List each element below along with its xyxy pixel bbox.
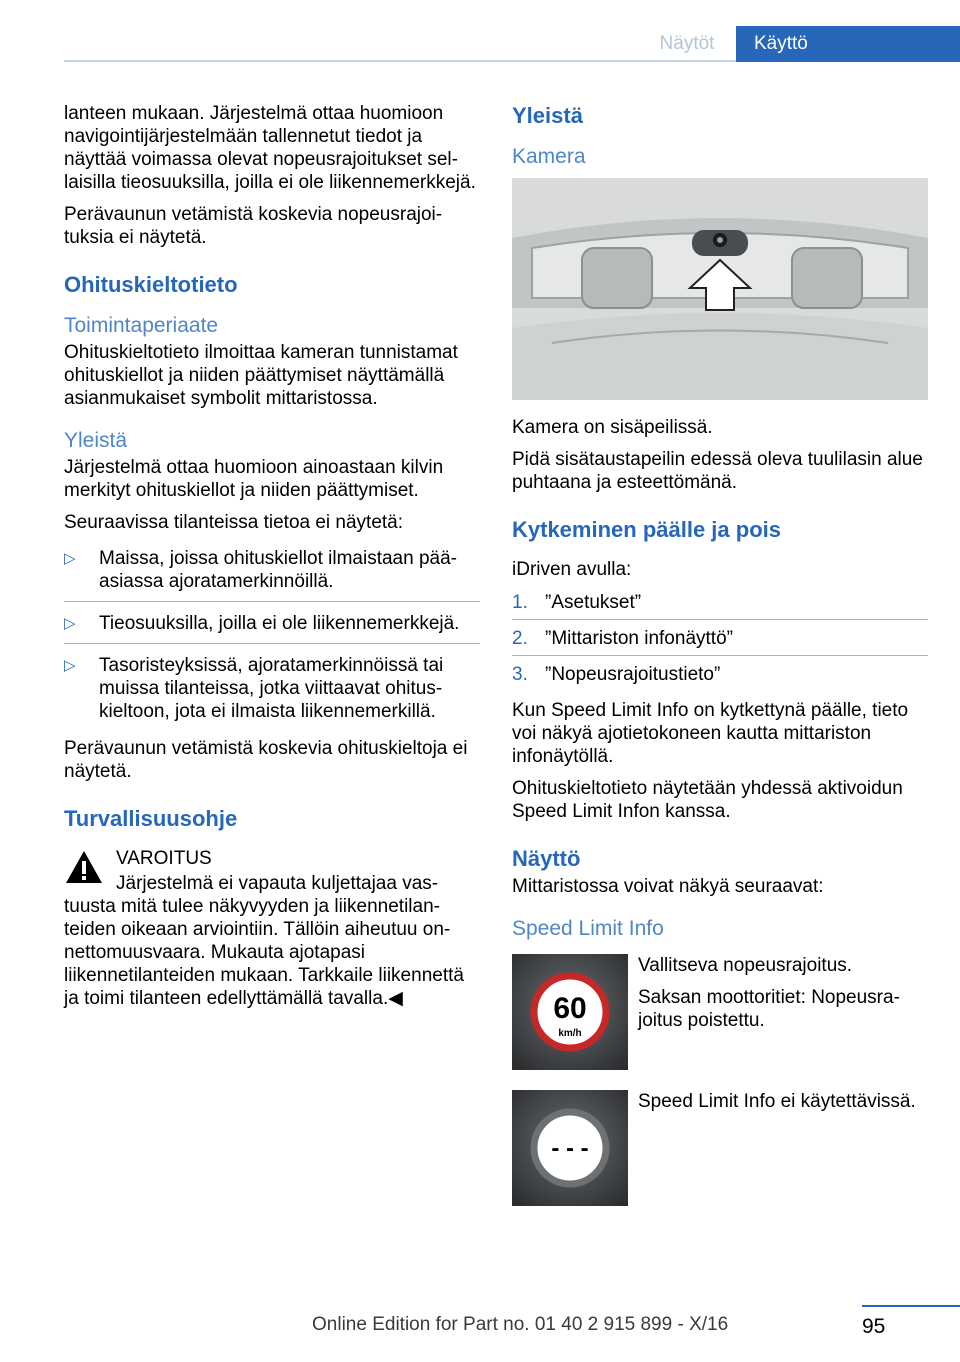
list-item-text: Maissa, joissa ohituskiellot ilmaistaan pääasiassa ajoratamerkinnöillä. <box>99 548 457 592</box>
warning-text: Järjestelmä ei vapauta kuljettajaa vastuusta mitä tulee näkyvyyden ja liikennetilanteiden oikeaan arviointiin. Tällöin aiheutuu onnettomuusvaara. Mukauta ajotapasi liikennetilanteiden mukaan. Tarkkaile liikennettä ja toimi tilanteen edellyttämällä tavalla.◀ <box>64 873 464 1009</box>
step-text: ”Asetukset” <box>545 592 642 613</box>
speed-limit-info-text: Kun Speed Limit Info on kytkettynä päälle, tieto voi näkyä ajotietokoneen kautta mittariston infonäytöllä. <box>512 700 909 767</box>
menu-steps-list <box>512 587 928 691</box>
sign-current-limit-text: Vallitseva nopeusrajoitus. <box>638 955 853 976</box>
list-item <box>64 543 480 602</box>
footer-edition: Online Edition for Part no. 01 40 2 915 899 - X/16 <box>312 1314 729 1335</box>
tab-kaytto[interactable]: Käyttö <box>736 26 960 62</box>
list-item-text: Tieosuuksilla, joilla ei ole liikennemerkkejä. <box>99 613 460 634</box>
naytto-text: Mittaristossa voivat näkyä seuraavat: <box>512 876 824 897</box>
intro-paragraph: lanteen mukaan. Järjestelmä ottaa huomioon navigointijärjestelmään tallennetut tiedot ja näyttää voimassa olevat nopeusrajoitukset sellaisilla tieosuuksilla, joilla ei ole liikennemerkkejä. <box>64 103 476 193</box>
list-item <box>512 587 928 620</box>
situation-list <box>64 543 480 731</box>
heading-kamera: Kamera <box>512 145 586 168</box>
camera-location-illustration <box>512 178 928 400</box>
list-item <box>512 659 928 691</box>
page-number-rule <box>862 1305 960 1307</box>
list-item-text: Tasoristeyksissä, ajoratamerkinnöissä tai muissa tilanteissa, jotka viittaavat ohituskieltoon, jota ei ilmaista liikennemerkillä. <box>99 655 444 722</box>
warning-title: VAROITUS <box>116 848 212 869</box>
triangle-bullet-icon: ▷ <box>64 657 76 674</box>
right-column <box>512 102 928 1226</box>
step-number: 1. <box>512 592 528 613</box>
tab-naytot[interactable]: Näytöt <box>659 33 715 54</box>
step-text: ”Nopeusrajoitustieto” <box>545 664 721 685</box>
heading-turvallisuusohje: Turvallisuusohje <box>64 806 238 831</box>
overtaking-info-text: Ohituskieltotieto näytetään yhdessä aktivoidun Speed Limit Infon kanssa. <box>512 778 903 822</box>
yleista-text-2: Seuraavissa tilanteissa tietoa ei näytetä: <box>64 512 404 533</box>
list-item <box>512 623 928 656</box>
sign-60-value: 60 <box>553 992 587 1025</box>
speed-limit-sign-text <box>638 954 928 1041</box>
triangle-bullet-icon: ▷ <box>64 550 76 567</box>
yleista-text-1: Järjestelmä ottaa huomioon ainoastaan kilvin merkityt ohituskiellot ja niiden päättymiset. <box>64 457 444 501</box>
warning-triangle-icon <box>64 849 104 885</box>
sign-dashes: - - - <box>551 1135 589 1162</box>
heading-yleista-right: Yleistä <box>512 103 583 128</box>
warning-box <box>64 847 480 1010</box>
left-column <box>64 102 480 1019</box>
heading-yleista-left: Yleistä <box>64 429 128 452</box>
speed-limit-unavailable-text <box>638 1090 928 1122</box>
idrive-text: iDriven avulla: <box>512 559 632 580</box>
step-number: 2. <box>512 628 528 649</box>
heading-kytkeminen: Kytkeminen päälle ja pois <box>512 517 781 542</box>
heading-speed-limit-info: Speed Limit Info <box>512 917 664 940</box>
heading-naytto: Näyttö <box>512 846 581 871</box>
sign-60-unit: km/h <box>558 1028 582 1039</box>
heading-toimintaperiaate: Toimintaperiaate <box>64 314 219 337</box>
camera-location-text: Kamera on sisäpeilissä. <box>512 417 713 438</box>
heading-ohituskieltotieto: Ohituskieltotieto <box>64 272 238 297</box>
trailer-overtaking-note: Perävaunun vetämistä koskevia ohituskieltoja ei näytetä. <box>64 738 468 782</box>
speed-limit-unavailable-icon <box>512 1090 628 1206</box>
trailer-note: Perävaunun vetämistä koskevia nopeusrajoituksia ei näytetä. <box>64 204 443 248</box>
list-item <box>64 608 480 644</box>
sign-autobahn-text: Saksan moottoritiet: Nopeusrajoitus poistettu. <box>638 987 900 1031</box>
list-item <box>64 650 480 731</box>
triangle-bullet-icon: ▷ <box>64 615 76 632</box>
step-number: 3. <box>512 664 528 685</box>
sign-unavailable-text: Speed Limit Info ei käytettävissä. <box>638 1091 916 1112</box>
speed-limit-sign-row <box>512 954 928 1070</box>
toimintaperiaate-text: Ohituskieltotieto ilmoittaa kameran tunnistamat ohituskiellot ja niiden päättymiset näyttämällä asianmukaiset symbolit mittaristossa. <box>64 342 458 409</box>
step-text: ”Mittariston infonäyttö” <box>545 628 733 649</box>
page-number: 95 <box>862 1315 886 1338</box>
speed-limit-60-icon <box>512 954 628 1070</box>
speed-limit-unavailable-row <box>512 1090 928 1206</box>
camera-clean-text: Pidä sisätaustapeilin edessä oleva tuulilasin alue puhtaana ja esteettömänä. <box>512 449 923 493</box>
